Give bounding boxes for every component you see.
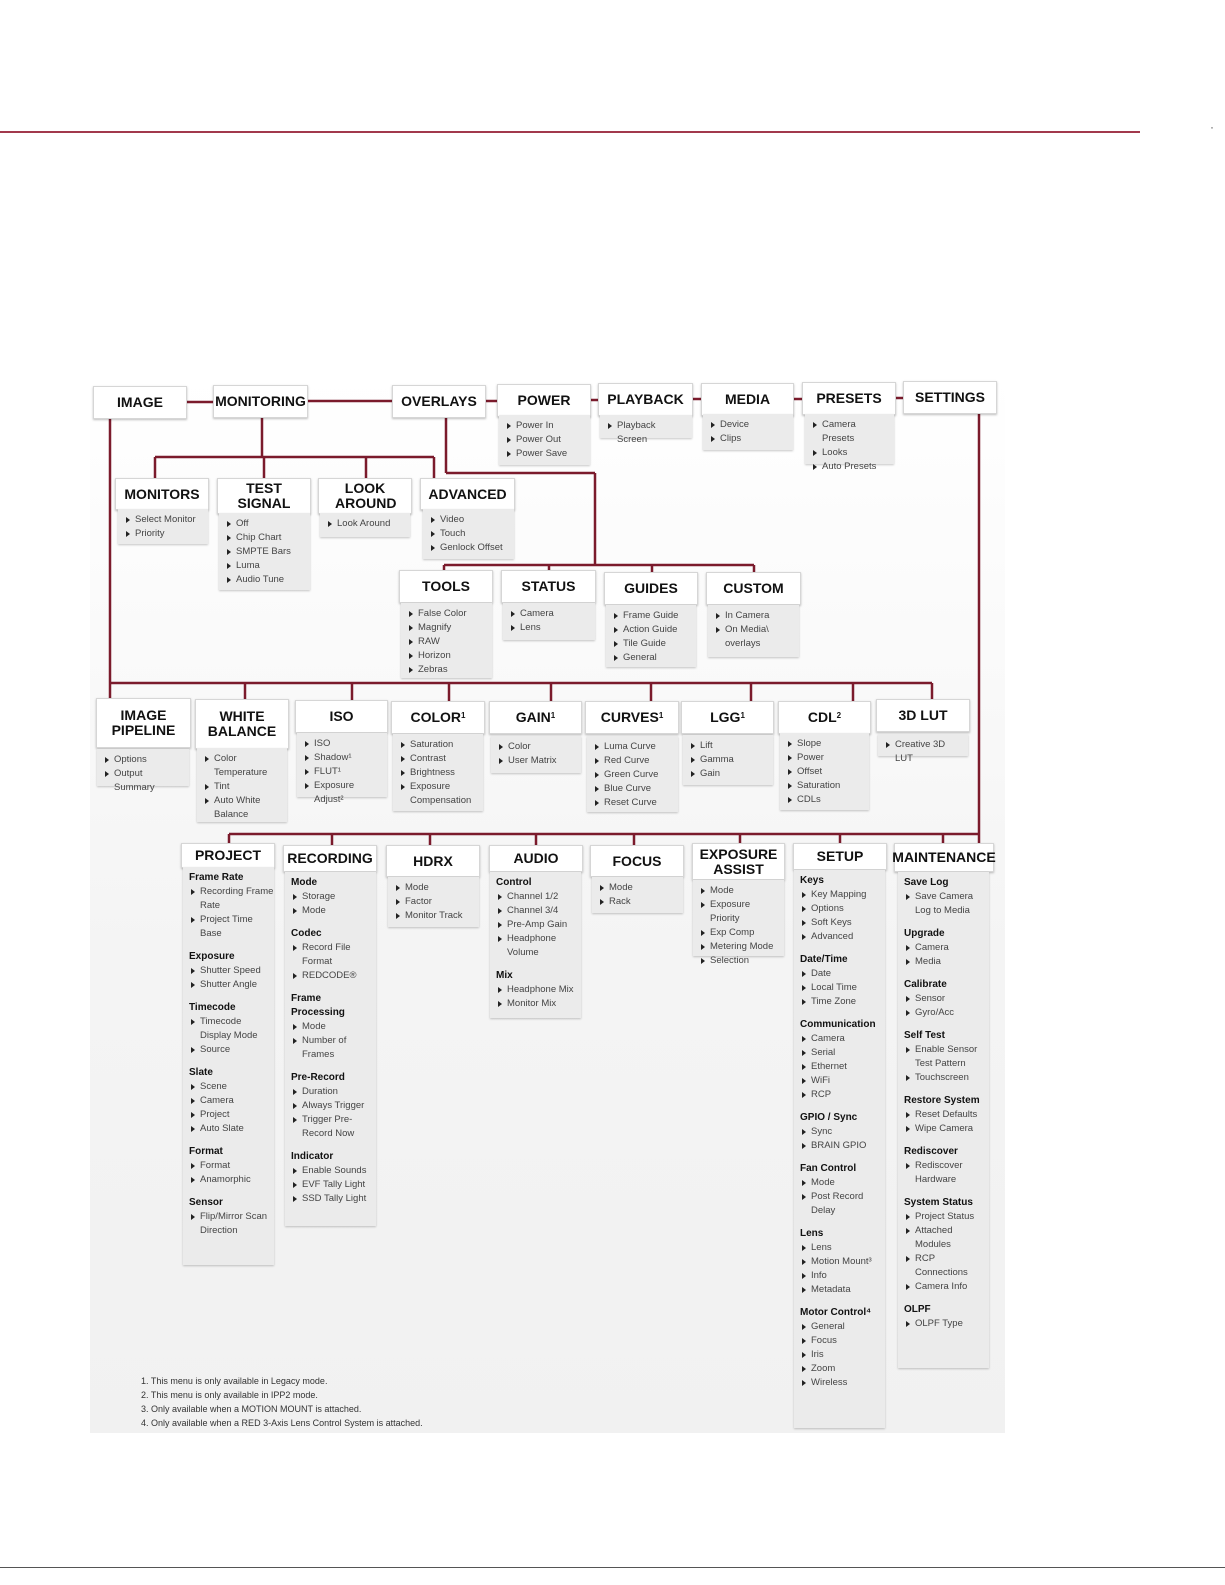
menu-recording-panel (285, 872, 376, 1226)
section-title: GPIO / Sync (800, 1112, 858, 1123)
list-item[interactable]: Shadow¹ (303, 751, 381, 765)
list-item[interactable]: Exposure Adjust² (303, 779, 381, 807)
menu-gain-text: GAIN (515, 709, 551, 725)
list-item[interactable]: Looks (811, 446, 888, 460)
menu-curves-label (601, 710, 664, 725)
list-item[interactable]: RAW (407, 635, 486, 649)
footnote-marker: 1 (740, 711, 745, 720)
list-item[interactable]: SMPTE Bars (225, 545, 304, 559)
section-title: Self Test (904, 1030, 945, 1041)
list-item[interactable]: Metering Mode (699, 940, 778, 954)
list-item[interactable]: False Color (407, 607, 486, 621)
menu-monitoring-label: MONITORING (215, 393, 306, 409)
menu-tools-panel (401, 603, 492, 678)
list-item[interactable]: Record File Format (291, 941, 360, 969)
menu-curves-panel (587, 736, 678, 812)
section-title: Control (496, 877, 532, 888)
list-item[interactable]: Offset (786, 765, 863, 779)
menu-project-label: PROJECT (194, 847, 262, 863)
list-item[interactable]: BRAIN GPIO (800, 1139, 879, 1153)
menu-setup-label: SETUP (816, 848, 864, 864)
list-item[interactable]: Advanced (800, 930, 879, 944)
section-title: Calibrate (904, 979, 947, 990)
menu-3d-lut-panel (878, 734, 968, 764)
menu-cdl[interactable] (778, 701, 871, 734)
section-title: Mode (291, 877, 318, 888)
list-item[interactable]: Options (800, 902, 879, 916)
list-item[interactable]: Camera Presets (811, 418, 888, 446)
list-item[interactable]: Timecode Display Mode (189, 1015, 262, 1043)
section-title: Frame Processing (291, 993, 345, 1018)
menu-curves[interactable] (585, 701, 679, 734)
list-item[interactable]: Power In (505, 419, 584, 433)
menu-playback-label: PLAYBACK (607, 391, 684, 407)
menu-lgg[interactable] (681, 701, 774, 734)
menu-focus-panel (592, 877, 683, 913)
list-item[interactable]: Luma (225, 559, 304, 573)
list-item[interactable]: Output Summary (103, 767, 183, 795)
list-item[interactable]: Tint (203, 780, 281, 794)
menu-gain[interactable] (489, 701, 582, 734)
menu-monitors-panel (118, 509, 208, 544)
menu-playback[interactable] (598, 383, 693, 416)
list-item[interactable]: Mode (800, 1176, 879, 1190)
menu-image-pipeline-panel (97, 749, 189, 793)
section-title: Lens (800, 1228, 824, 1239)
list-item[interactable]: Shutter Angle (189, 978, 268, 992)
menu-advanced-label: ADVANCED (428, 485, 507, 502)
section-title: Communication (800, 1019, 876, 1030)
menu-image-pipeline-label: IMAGE PIPELINE (111, 707, 176, 738)
list-item[interactable]: Audio Tune (225, 573, 304, 587)
section-title: Frame Rate (189, 872, 244, 883)
list-item[interactable]: Exp Comp (699, 926, 778, 940)
list-item[interactable]: Local Time (800, 981, 879, 995)
list-item[interactable]: Headphone Mix (496, 983, 575, 997)
list-item[interactable]: Scene (189, 1080, 268, 1094)
list-item[interactable]: Channel 1/2 (496, 890, 575, 904)
menu-project[interactable] (181, 843, 275, 868)
menu-lgg-label (710, 710, 745, 725)
list-item[interactable]: Camera (189, 1094, 268, 1108)
menu-color-label (410, 710, 465, 725)
menu-cdl-label (808, 710, 841, 725)
menu-test-signal-label: TEST SIGNAL (237, 480, 291, 511)
section-title: Codec (291, 928, 322, 939)
section-title: Restore System (904, 1095, 980, 1106)
list-item[interactable]: Exposure Compensation (399, 780, 482, 808)
list-item[interactable]: Off (225, 517, 304, 531)
menu-power-label: POWER (517, 392, 571, 408)
list-item[interactable]: Source (189, 1043, 268, 1057)
list-item[interactable]: RCP (800, 1088, 879, 1102)
list-item[interactable]: Auto Slate (189, 1122, 268, 1136)
list-item[interactable]: Clips (709, 432, 787, 446)
menu-image[interactable] (93, 386, 187, 419)
list-item[interactable]: Brightness (399, 766, 477, 780)
list-item[interactable]: Key Mapping (800, 888, 879, 902)
menu-setup-panel (794, 870, 885, 1428)
menu-settings-label: SETTINGS (914, 389, 985, 405)
section-title: Timecode (189, 1002, 236, 1013)
list-item[interactable]: Recording Frame Rate (189, 885, 274, 913)
menu-tools[interactable] (399, 570, 493, 603)
header-mark: · (1210, 120, 1214, 134)
menu-look-around[interactable] (318, 478, 412, 514)
section-title: Upgrade (904, 928, 945, 939)
section-title: Sensor (189, 1197, 223, 1208)
menu-power[interactable] (497, 384, 591, 417)
footnote-marker: 1 (550, 711, 556, 720)
list-item[interactable]: Slope (786, 737, 863, 751)
menu-advanced-panel (423, 509, 514, 559)
list-item[interactable]: In Camera (714, 609, 793, 623)
list-item[interactable]: Gain (689, 767, 767, 781)
menu-playback-panel (600, 415, 692, 445)
menu-white-balance-label: WHITE BALANCE (207, 708, 277, 739)
footnotes (141, 1374, 423, 1430)
list-item[interactable]: Touchscreen (904, 1071, 983, 1085)
list-item[interactable]: Gyro/Acc (904, 1006, 983, 1020)
menu-maintenance[interactable] (894, 843, 994, 872)
list-item[interactable]: Always Trigger (291, 1099, 370, 1113)
menu-media-label: MEDIA (724, 391, 771, 407)
list-item[interactable]: EVF Tally Light (291, 1178, 370, 1192)
list-item[interactable]: Focus (800, 1334, 879, 1348)
menu-presets-label: PRESETS (816, 390, 882, 406)
list-item[interactable]: Project Time Base (189, 913, 260, 941)
list-item[interactable]: Creative 3D LUT (884, 738, 962, 766)
list-item[interactable]: Green Curve (593, 768, 672, 782)
menu-iso-label: ISO (329, 708, 354, 724)
list-item[interactable]: Mode (394, 881, 473, 895)
menu-monitoring[interactable] (213, 385, 308, 418)
menu-curves-text: CURVES (600, 709, 659, 725)
menu-media-panel (703, 414, 793, 450)
menu-overlays-label: OVERLAYS (401, 393, 477, 409)
list-item[interactable]: Tile Guide (612, 637, 690, 651)
section-title: Indicator (291, 1151, 334, 1162)
list-item[interactable]: Camera Info (904, 1280, 983, 1294)
footnote-marker: 1 (461, 711, 466, 720)
section-title: Format (189, 1146, 223, 1157)
section-title: Rediscover (904, 1146, 958, 1157)
list-item[interactable]: Wipe Camera (904, 1122, 983, 1136)
menu-media[interactable] (701, 383, 794, 416)
list-item[interactable]: Format (189, 1159, 268, 1173)
section-title: Exposure (189, 951, 235, 962)
list-item[interactable]: Camera (509, 607, 589, 621)
footnote: 4. Only available when a RED 3-Axis Lens Control System is attached. (141, 1418, 423, 1428)
list-item[interactable]: Priority (124, 527, 202, 541)
list-item[interactable]: Saturation (399, 738, 477, 752)
menu-lgg-text: LGG (710, 709, 741, 725)
menu-image-pipeline[interactable] (96, 698, 191, 748)
section-title: Date/Time (800, 954, 848, 965)
menu-custom-label: CUSTOM (723, 580, 784, 596)
list-item[interactable]: Duration (291, 1085, 370, 1099)
menu-exposure-assist-label: EXPOSURE ASSIST (699, 845, 778, 877)
list-item[interactable]: On Media\ overlays (714, 623, 783, 651)
list-item[interactable]: Color Temperature (203, 752, 272, 780)
menu-recording-label: RECORDING (287, 850, 373, 866)
menu-3d-lut[interactable] (876, 699, 970, 732)
list-item[interactable]: Action Guide (612, 623, 690, 637)
list-item[interactable]: Blue Curve (593, 782, 672, 796)
menu-lgg-panel (683, 735, 773, 785)
menu-image-label: IMAGE (117, 394, 163, 410)
menu-white-balance-panel (197, 748, 287, 822)
section-title: Mix (496, 970, 513, 981)
menu-status[interactable] (501, 570, 596, 603)
menu-focus-label: FOCUS (612, 852, 662, 869)
list-item[interactable]: Options (103, 753, 183, 767)
menu-look-around-panel (320, 513, 410, 537)
footnote-marker: 2 (836, 711, 842, 720)
list-item[interactable]: Save Camera Log to Media (904, 890, 985, 918)
menu-status-label: STATUS (521, 578, 576, 594)
menu-exposure-assist[interactable] (692, 843, 785, 880)
list-item[interactable]: Selection (699, 954, 778, 968)
menu-iso-panel (297, 733, 387, 805)
menu-test-signal-panel (219, 513, 310, 590)
list-item[interactable]: Frame Guide (612, 609, 690, 623)
section-title: Save Log (904, 877, 949, 888)
list-item[interactable]: Reset Curve (593, 796, 672, 810)
menu-hdrx[interactable] (386, 845, 480, 877)
list-item[interactable]: General (800, 1320, 879, 1334)
menu-custom[interactable] (706, 572, 801, 605)
menu-presets-panel (805, 414, 894, 472)
list-item[interactable]: Horizon (407, 649, 486, 663)
menu-color-panel (393, 734, 483, 811)
menu-audio[interactable] (489, 845, 583, 872)
list-item[interactable]: Zebras (407, 663, 486, 677)
menu-power-panel (499, 415, 590, 465)
list-item[interactable]: Luma Curve (593, 740, 672, 754)
menu-white-balance[interactable] (195, 699, 289, 749)
menu-settings[interactable] (903, 381, 997, 414)
list-item[interactable]: Mode (699, 884, 778, 898)
list-item[interactable]: Lift (689, 739, 767, 753)
list-item[interactable]: Gamma (689, 753, 767, 767)
list-item[interactable]: Mode (291, 1020, 370, 1034)
list-item[interactable]: Media (904, 955, 983, 969)
section-title: Fan Control (800, 1163, 857, 1174)
menu-hdrx-panel (388, 877, 479, 927)
list-item[interactable]: Power Out (505, 433, 584, 447)
menu-3d-lut-label: 3D LUT (898, 707, 948, 723)
menu-guides-panel (606, 605, 696, 667)
list-item[interactable]: Soft Keys (800, 916, 879, 930)
menu-focus[interactable] (590, 845, 684, 877)
list-item[interactable]: Serial (800, 1046, 879, 1060)
menu-gain-label (516, 710, 555, 725)
list-item[interactable]: Storage (291, 890, 370, 904)
menu-color-text: COLOR (410, 709, 462, 725)
list-item[interactable]: WiFi (800, 1074, 879, 1088)
menu-setup[interactable] (793, 843, 887, 870)
list-item[interactable]: REDCODE® (291, 969, 370, 983)
list-item[interactable]: Iris (800, 1348, 879, 1362)
list-item[interactable]: Sync (800, 1125, 879, 1139)
list-item[interactable]: Anamorphic (189, 1173, 268, 1187)
list-item[interactable]: Genlock Offset (429, 541, 508, 555)
list-item[interactable]: Chip Chart (225, 531, 304, 545)
list-item[interactable]: Post Record Delay (800, 1190, 869, 1218)
footnote-marker: 1 (658, 711, 664, 720)
list-item[interactable]: Number of Frames (291, 1034, 358, 1062)
list-item[interactable]: Mode (598, 881, 677, 895)
menu-overlays[interactable] (392, 385, 486, 418)
list-item[interactable]: Reset Defaults (904, 1108, 983, 1122)
list-item[interactable]: Playback Screen (606, 419, 686, 447)
list-item[interactable]: Auto White Balance (203, 794, 272, 822)
list-item[interactable]: Factor (394, 895, 473, 909)
list-item[interactable]: Camera (800, 1032, 879, 1046)
menu-cdl-panel (780, 733, 869, 810)
menu-maintenance-panel (898, 872, 989, 1368)
footnote: 2. This menu is only available in IPP2 mode. (141, 1390, 318, 1400)
list-item[interactable]: OLPF Type (904, 1317, 983, 1331)
section-title: Motor Control⁴ (800, 1307, 872, 1318)
list-item[interactable]: SSD Tally Light (291, 1192, 370, 1206)
menu-hdrx-label: HDRX (413, 852, 453, 869)
list-item[interactable]: Trigger Pre-Record Now (291, 1113, 372, 1141)
list-item[interactable]: Mode (291, 904, 370, 918)
menu-exposure-assist-panel (693, 880, 784, 966)
section-title: Slate (189, 1067, 213, 1078)
menu-gain-panel (491, 736, 581, 773)
footnote: 1. This menu is only available in Legacy mode. (141, 1376, 328, 1386)
menu-cdl-text: CDL (807, 709, 837, 725)
menu-presets[interactable] (802, 382, 896, 415)
list-item[interactable]: Color (497, 740, 575, 754)
list-item[interactable]: Date (800, 967, 879, 981)
footer-rule (0, 1567, 1225, 1568)
list-item[interactable]: Shutter Speed (189, 964, 268, 978)
menu-color[interactable] (391, 701, 485, 734)
footnote: 3. Only available when a MOTION MOUNT is attached. (141, 1404, 362, 1414)
list-item[interactable]: Lens (509, 621, 589, 635)
list-item[interactable]: Pre-Amp Gain (496, 918, 575, 932)
list-item[interactable]: Red Curve (593, 754, 672, 768)
section-title: Pre-Record (291, 1072, 345, 1083)
menu-audio-label: AUDIO (513, 850, 559, 866)
list-item[interactable]: Zoom (800, 1362, 879, 1376)
list-item[interactable]: Sensor (904, 992, 983, 1006)
menu-look-around-label: LOOK AROUND (335, 480, 397, 511)
menu-iso[interactable] (295, 700, 388, 733)
list-item[interactable]: Motion Mount³ (800, 1255, 879, 1269)
list-item[interactable]: User Matrix (497, 754, 575, 768)
list-item[interactable]: Ethernet (800, 1060, 879, 1074)
list-item[interactable]: Metadata (800, 1283, 879, 1297)
list-item[interactable]: Channel 3/4 (496, 904, 575, 918)
menu-test-signal[interactable] (217, 478, 311, 514)
list-item[interactable]: Touch (429, 527, 508, 541)
menu-project-panel (183, 867, 274, 1265)
menu-guides-label: GUIDES (624, 580, 678, 596)
list-item[interactable]: FLUT¹ (303, 765, 381, 779)
list-item[interactable]: Info (800, 1269, 879, 1283)
menu-status-panel (503, 603, 595, 640)
list-item[interactable]: Enable Sensor Test Pattern (904, 1043, 989, 1071)
list-item[interactable]: Project (189, 1108, 268, 1122)
list-item[interactable]: Auto Presets (811, 460, 888, 474)
list-item[interactable]: Magnify (407, 621, 486, 635)
list-item[interactable]: Power Save (505, 447, 584, 461)
menu-monitors-label: MONITORS (124, 485, 200, 502)
list-item[interactable]: Camera (904, 941, 983, 955)
list-item[interactable]: Power (786, 751, 863, 765)
menu-tools-label: TOOLS (422, 578, 470, 594)
list-item[interactable]: Video (429, 513, 508, 527)
list-item[interactable]: RCP Connections (904, 1252, 981, 1280)
list-item[interactable]: Exposure Priority (699, 898, 778, 926)
list-item[interactable]: Monitor Track (394, 909, 473, 923)
list-item[interactable]: Saturation (786, 779, 863, 793)
menu-audio-panel (490, 872, 581, 1018)
section-title: Keys (800, 875, 824, 886)
list-item[interactable]: Enable Sounds (291, 1164, 370, 1178)
menu-monitors[interactable] (115, 478, 209, 510)
list-item[interactable]: Monitor Mix (496, 997, 575, 1011)
list-item[interactable]: Attached Modules (904, 1224, 971, 1252)
section-title: System Status (904, 1197, 973, 1208)
list-item[interactable]: Select Monitor (124, 513, 202, 527)
list-item[interactable]: Look Around (326, 517, 404, 531)
list-item[interactable]: Wireless (800, 1376, 879, 1390)
menu-maintenance-label: MAINTENANCE (892, 849, 996, 865)
list-item[interactable]: Project Status (904, 1210, 983, 1224)
section-title: OLPF (904, 1304, 931, 1315)
list-item[interactable]: Contrast (399, 752, 477, 766)
menu-custom-panel (708, 605, 799, 657)
list-item[interactable]: Headphone Volume (496, 932, 565, 960)
menu-recording[interactable] (283, 845, 377, 872)
list-item[interactable]: Time Zone (800, 995, 879, 1009)
list-item[interactable]: ISO (303, 737, 381, 751)
list-item[interactable]: General (612, 651, 690, 665)
list-item[interactable]: Lens (800, 1241, 879, 1255)
list-item[interactable]: Rediscover Hardware (904, 1159, 973, 1187)
list-item[interactable]: Rack (598, 895, 677, 909)
list-item[interactable]: Flip/Mirror Scan Direction (189, 1210, 274, 1238)
menu-guides[interactable] (604, 572, 698, 605)
list-item[interactable]: Device (709, 418, 787, 432)
menu-advanced[interactable] (420, 478, 515, 510)
list-item[interactable]: CDLs (786, 793, 863, 807)
